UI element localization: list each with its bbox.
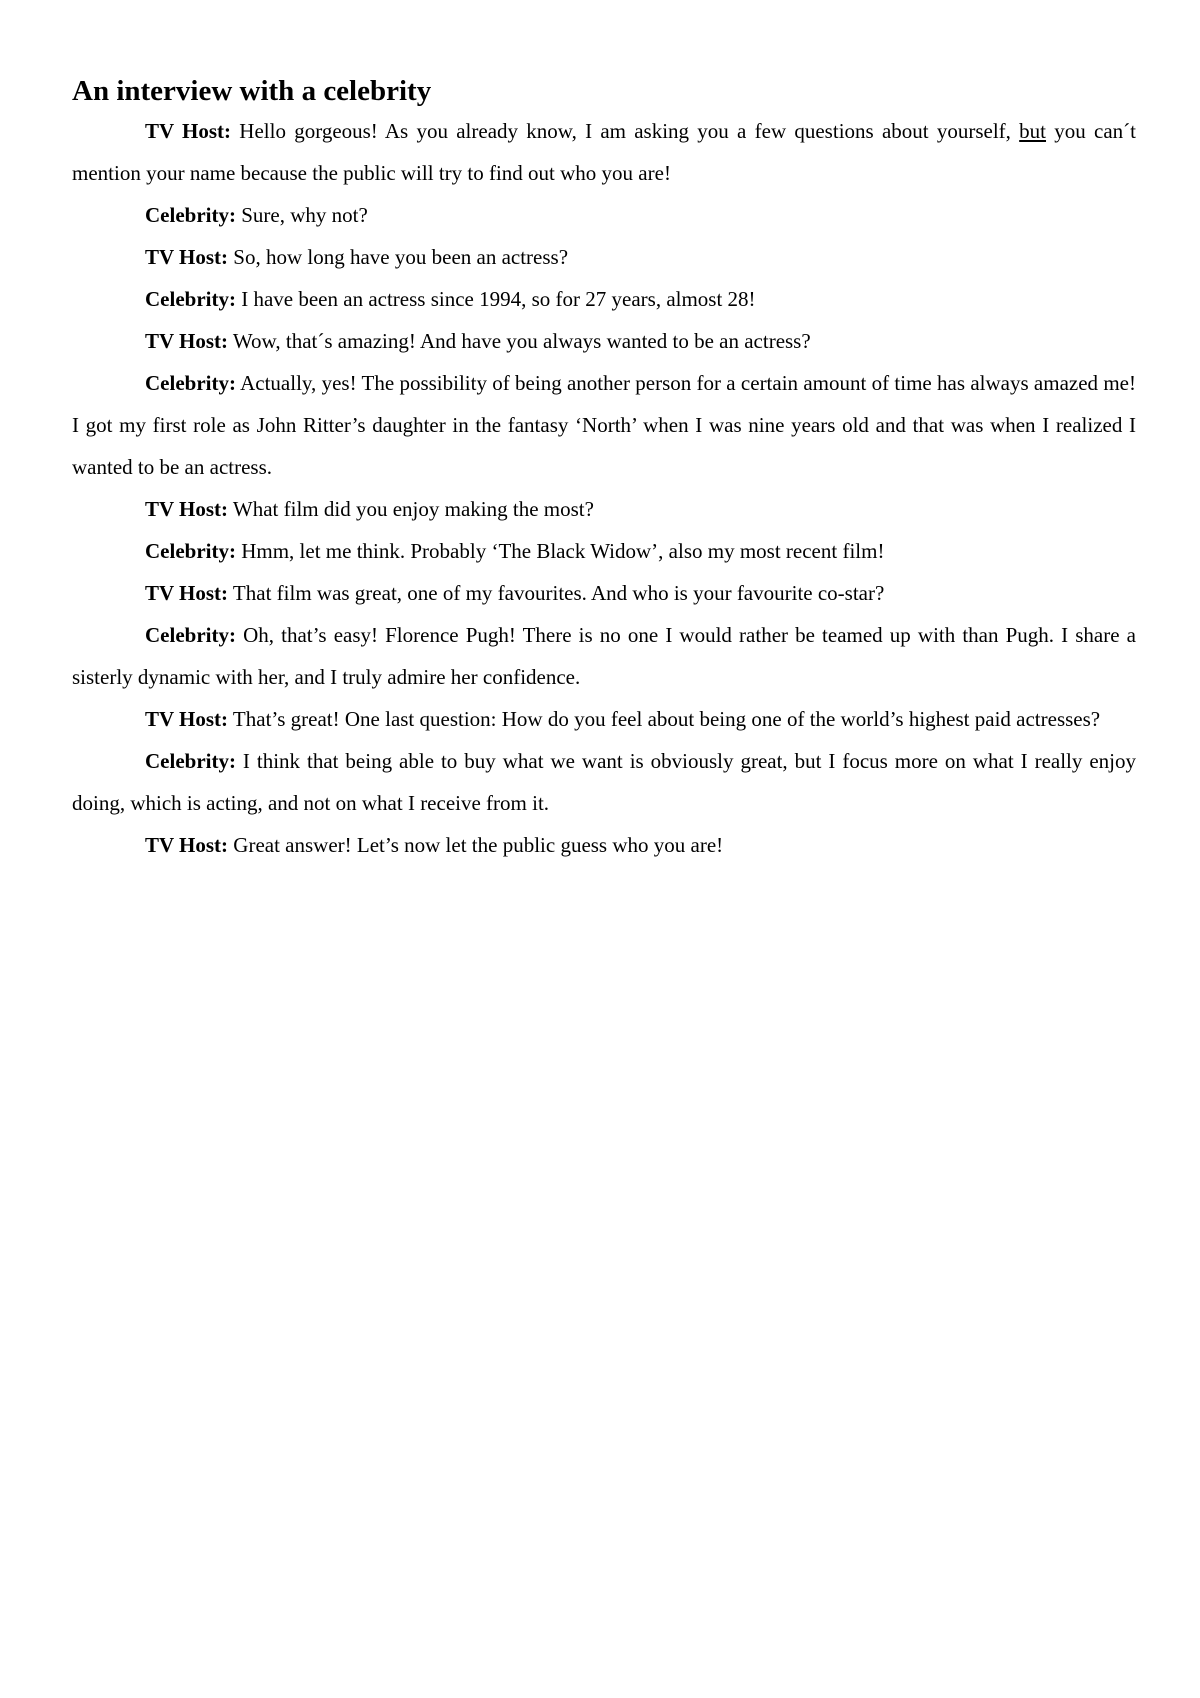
speaker-label: TV Host: xyxy=(145,329,229,353)
underlined-word: but xyxy=(1019,119,1047,143)
dialogue-turn xyxy=(72,236,1136,278)
speaker-label: Celebrity: xyxy=(145,203,236,227)
speaker-label: TV Host: xyxy=(145,119,232,143)
speaker-label: Celebrity: xyxy=(145,623,236,647)
turn-text: So, how long have you been an actress? xyxy=(228,245,569,269)
turn-text: Great answer! Let’s now let the public guess who you are! xyxy=(228,833,724,857)
turn-text: Oh, that’s easy! Florence Pugh! There is no one I would rather be teamed up with than Pugh. I share a sisterly dynamic with her, and I truly admire her confidence. xyxy=(72,623,1136,689)
document-title: An interview with a celebrity xyxy=(72,75,432,107)
turn-text: What film did you enjoy making the most? xyxy=(228,497,594,521)
dialogue-turn xyxy=(72,110,1136,194)
dialogue-turn xyxy=(72,488,1136,530)
turn-text: Hello gorgeous! As you already know, I am asking you a few questions about yourself, xyxy=(231,119,1020,143)
document-page xyxy=(72,72,1136,866)
turn-text: Hmm, let me think. Probably ‘The Black Widow’, also my most recent film! xyxy=(235,539,885,563)
speaker-label: TV Host: xyxy=(145,833,229,857)
dialogue-turn xyxy=(72,698,1136,740)
dialogue-turn xyxy=(72,530,1136,572)
dialogue-turn xyxy=(72,824,1136,866)
speaker-label: TV Host: xyxy=(145,497,229,521)
turn-text: Actually, yes! The possibility of being another person for a certain amount of time has always amazed me! I got my first role as John Ritter’s daughter in the fantasy ‘North’ when I was nine years old and that was when I realized I wanted to be an actress. xyxy=(72,371,1136,479)
speaker-label: Celebrity: xyxy=(145,371,236,395)
speaker-label: Celebrity: xyxy=(145,539,236,563)
speaker-label: TV Host: xyxy=(145,245,229,269)
turn-text: I think that being able to buy what we want is obviously great, but I focus more on what I really enjoy doing, which is acting, and not on what I receive from it. xyxy=(72,749,1136,815)
turn-text: That film was great, one of my favourites. And who is your favourite co-star? xyxy=(228,581,885,605)
speaker-label: Celebrity: xyxy=(145,749,236,773)
turn-text: Wow, that´s amazing! And have you always wanted to be an actress? xyxy=(228,329,811,353)
speaker-label: Celebrity: xyxy=(145,287,236,311)
dialogue-turn xyxy=(72,572,1136,614)
turn-text: I have been an actress since 1994, so for 27 years, almost 28! xyxy=(235,287,756,311)
dialogue-turn xyxy=(72,740,1136,824)
dialogue-turn xyxy=(72,362,1136,488)
turn-text: That’s great! One last question: How do you feel about being one of the world’s highest paid actresses? xyxy=(228,707,1101,731)
dialogue-turn xyxy=(72,194,1136,236)
speaker-label: TV Host: xyxy=(145,707,229,731)
turn-text: Sure, why not? xyxy=(235,203,368,227)
speaker-label: TV Host: xyxy=(145,581,229,605)
dialogue-turn xyxy=(72,278,1136,320)
turn-text: you can´t mention your name because the public will try to find out who you are! xyxy=(72,119,1136,185)
dialogue-turn xyxy=(72,614,1136,698)
dialogue-turn xyxy=(72,320,1136,362)
